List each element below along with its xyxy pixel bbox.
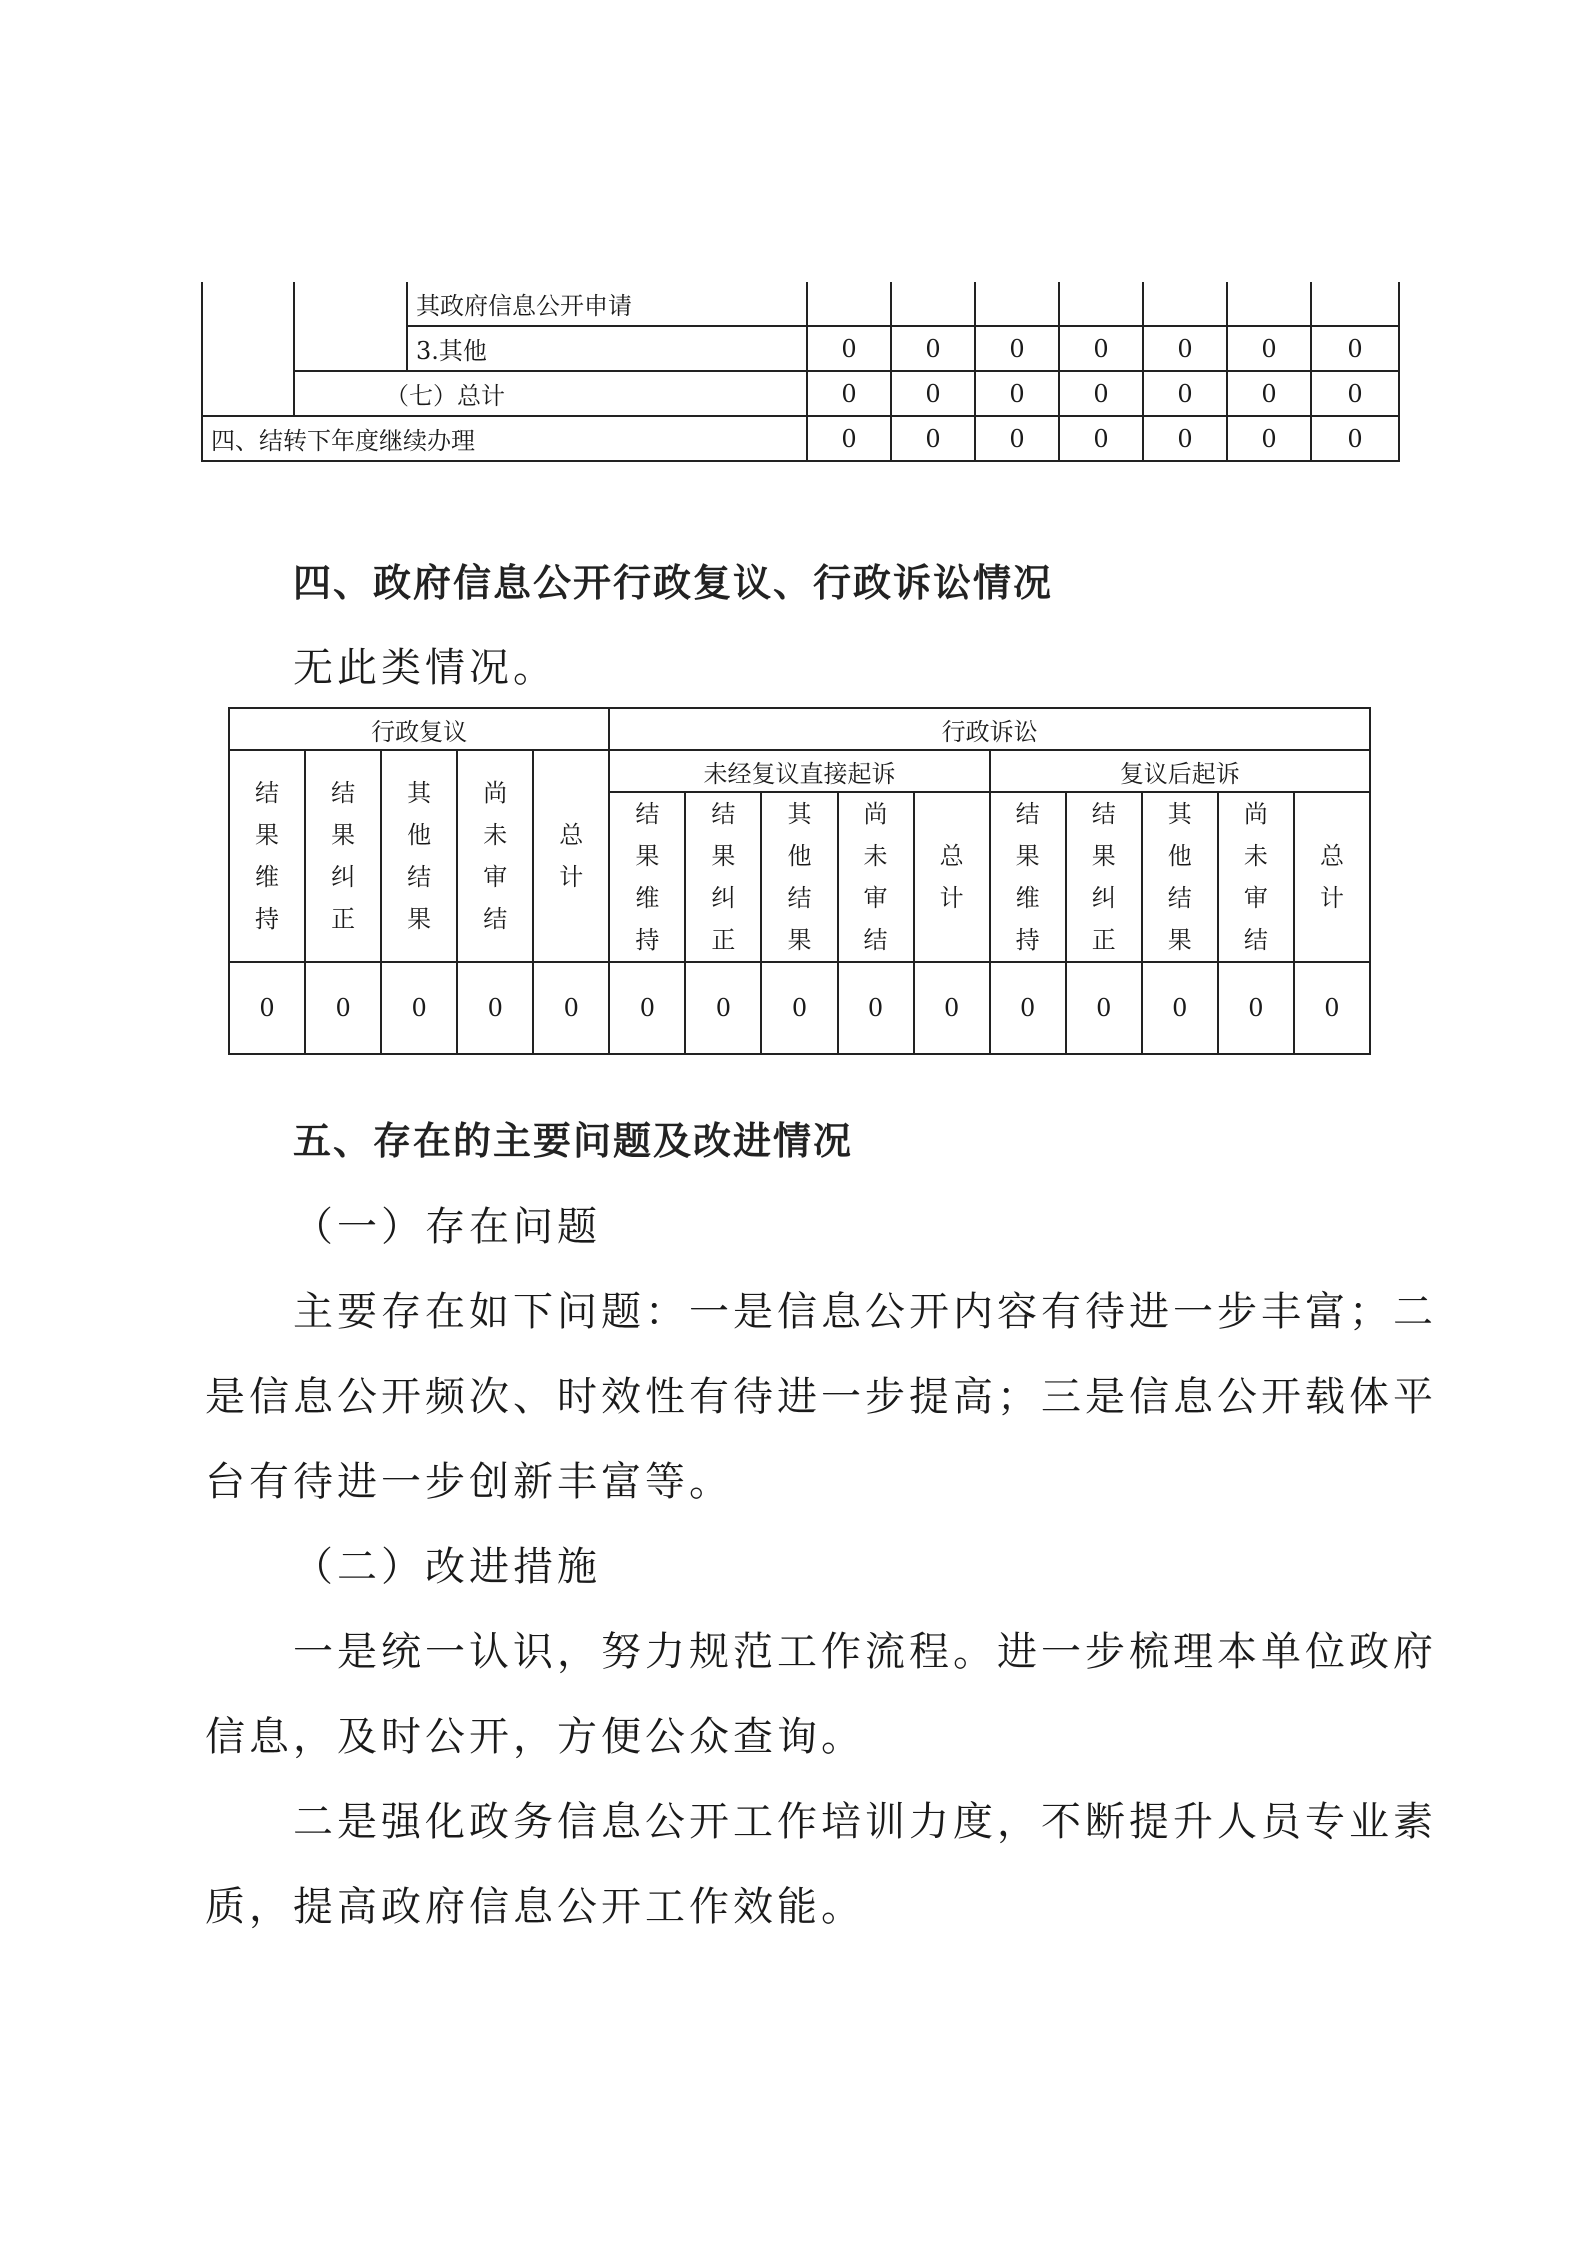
column-header: 尚未审结: [457, 750, 533, 962]
table-cell: 0: [1311, 416, 1399, 461]
column-header: 总计: [1294, 792, 1370, 962]
table-cell: 0: [609, 962, 685, 1054]
table-cell: 0: [1059, 416, 1143, 461]
column-header: 结果纠正: [1066, 792, 1142, 962]
outer-indent-cell: [202, 282, 294, 416]
table-row: [202, 416, 1399, 461]
table-cell: [891, 282, 975, 326]
paragraph-line: 质，提高政府信息公开工作效能。: [205, 1884, 865, 1930]
column-header: 结果维持: [990, 792, 1066, 962]
column-header: 结果纠正: [685, 792, 761, 962]
section4-heading: 四、政府信息公开行政复议、行政诉讼情况: [293, 561, 1054, 605]
table-cell: 0: [1142, 962, 1218, 1054]
direct-suit-header: 未经复议直接起诉: [609, 750, 989, 792]
paragraph-line: 是信息公开频次、时效性有待进一步提高；三是信息公开载体平: [205, 1374, 1437, 1420]
row-label: （七）总计: [294, 371, 807, 416]
table-cell: 0: [1227, 326, 1311, 371]
table-cell: 0: [1066, 962, 1142, 1054]
table-cell: 0: [1143, 326, 1227, 371]
table-cell: 0: [457, 962, 533, 1054]
table-cell: 0: [975, 326, 1059, 371]
table-cell: 0: [1218, 962, 1294, 1054]
table-cell: 0: [381, 962, 457, 1054]
table-cell: 0: [1227, 416, 1311, 461]
table-cell: 0: [533, 962, 609, 1054]
subheading-measures: （二）改进措施: [293, 1544, 601, 1590]
table-cell: 0: [838, 962, 914, 1054]
section5-heading: 五、存在的主要问题及改进情况: [293, 1119, 854, 1163]
table-cell: [1311, 282, 1399, 326]
table-cell: 0: [975, 416, 1059, 461]
table-cell: 0: [975, 371, 1059, 416]
table-cell: 0: [305, 962, 381, 1054]
column-header: 总计: [914, 792, 990, 962]
column-header: 结果维持: [229, 750, 305, 962]
table-row: [202, 282, 1399, 326]
table-cell: 0: [1059, 371, 1143, 416]
table-cell: 0: [1311, 326, 1399, 371]
table-cell: 0: [807, 416, 891, 461]
table-row: [202, 371, 1399, 416]
column-header: 尚未审结: [1218, 792, 1294, 962]
disclosure-stats-table: [201, 282, 1400, 462]
litigation-header: 行政诉讼: [609, 708, 1370, 750]
table-cell: [1227, 282, 1311, 326]
table-cell: 0: [1143, 371, 1227, 416]
row-label: 3.其他: [407, 326, 807, 371]
table-cell: [1143, 282, 1227, 326]
table-cell: [975, 282, 1059, 326]
column-header: 尚未审结: [838, 792, 914, 962]
table-cell: 0: [990, 962, 1066, 1054]
section4-note: 无此类情况。: [293, 645, 557, 691]
table-cell: [807, 282, 891, 326]
column-header: 结果纠正: [305, 750, 381, 962]
table-cell: 0: [891, 326, 975, 371]
row-label: 其政府信息公开申请: [407, 282, 807, 326]
table-row: [229, 962, 1370, 1054]
column-header: 总计: [533, 750, 609, 962]
table-cell: 0: [229, 962, 305, 1054]
table-cell: 0: [807, 326, 891, 371]
paragraph-line: 主要存在如下问题：一是信息公开内容有待进一步丰富；二: [293, 1289, 1437, 1335]
table-cell: 0: [1143, 416, 1227, 461]
table-cell: 0: [914, 962, 990, 1054]
review-header: 行政复议: [229, 708, 609, 750]
subheading-problems: （一）存在问题: [293, 1204, 601, 1250]
table-cell: 0: [891, 416, 975, 461]
paragraph-line: 台有待进一步创新丰富等。: [205, 1459, 733, 1505]
table-cell: 0: [761, 962, 837, 1054]
paragraph-line: 一是统一认识，努力规范工作流程。进一步梳理本单位政府: [293, 1629, 1437, 1675]
column-header: 结果维持: [609, 792, 685, 962]
table-cell: [1059, 282, 1143, 326]
table-cell: 0: [1227, 371, 1311, 416]
after-review-header: 复议后起诉: [990, 750, 1370, 792]
table-cell: 0: [685, 962, 761, 1054]
row-label: 四、结转下年度继续办理: [202, 416, 807, 461]
inner-indent-cell: [294, 282, 407, 371]
table-header-row: [229, 708, 1370, 750]
table-cell: 0: [891, 371, 975, 416]
appeals-table: [228, 707, 1371, 1055]
table-cell: 0: [1059, 326, 1143, 371]
paragraph-line: 二是强化政务信息公开工作培训力度，不断提升人员专业素: [293, 1799, 1437, 1845]
column-header: 其他结果: [1142, 792, 1218, 962]
paragraph-line: 信息，及时公开，方便公众查询。: [205, 1714, 865, 1760]
column-header: 其他结果: [761, 792, 837, 962]
table-cell: 0: [1294, 962, 1370, 1054]
table-cell: 0: [1311, 371, 1399, 416]
column-header: 其他结果: [381, 750, 457, 962]
table-cell: 0: [807, 371, 891, 416]
table-header-row: [229, 750, 1370, 792]
